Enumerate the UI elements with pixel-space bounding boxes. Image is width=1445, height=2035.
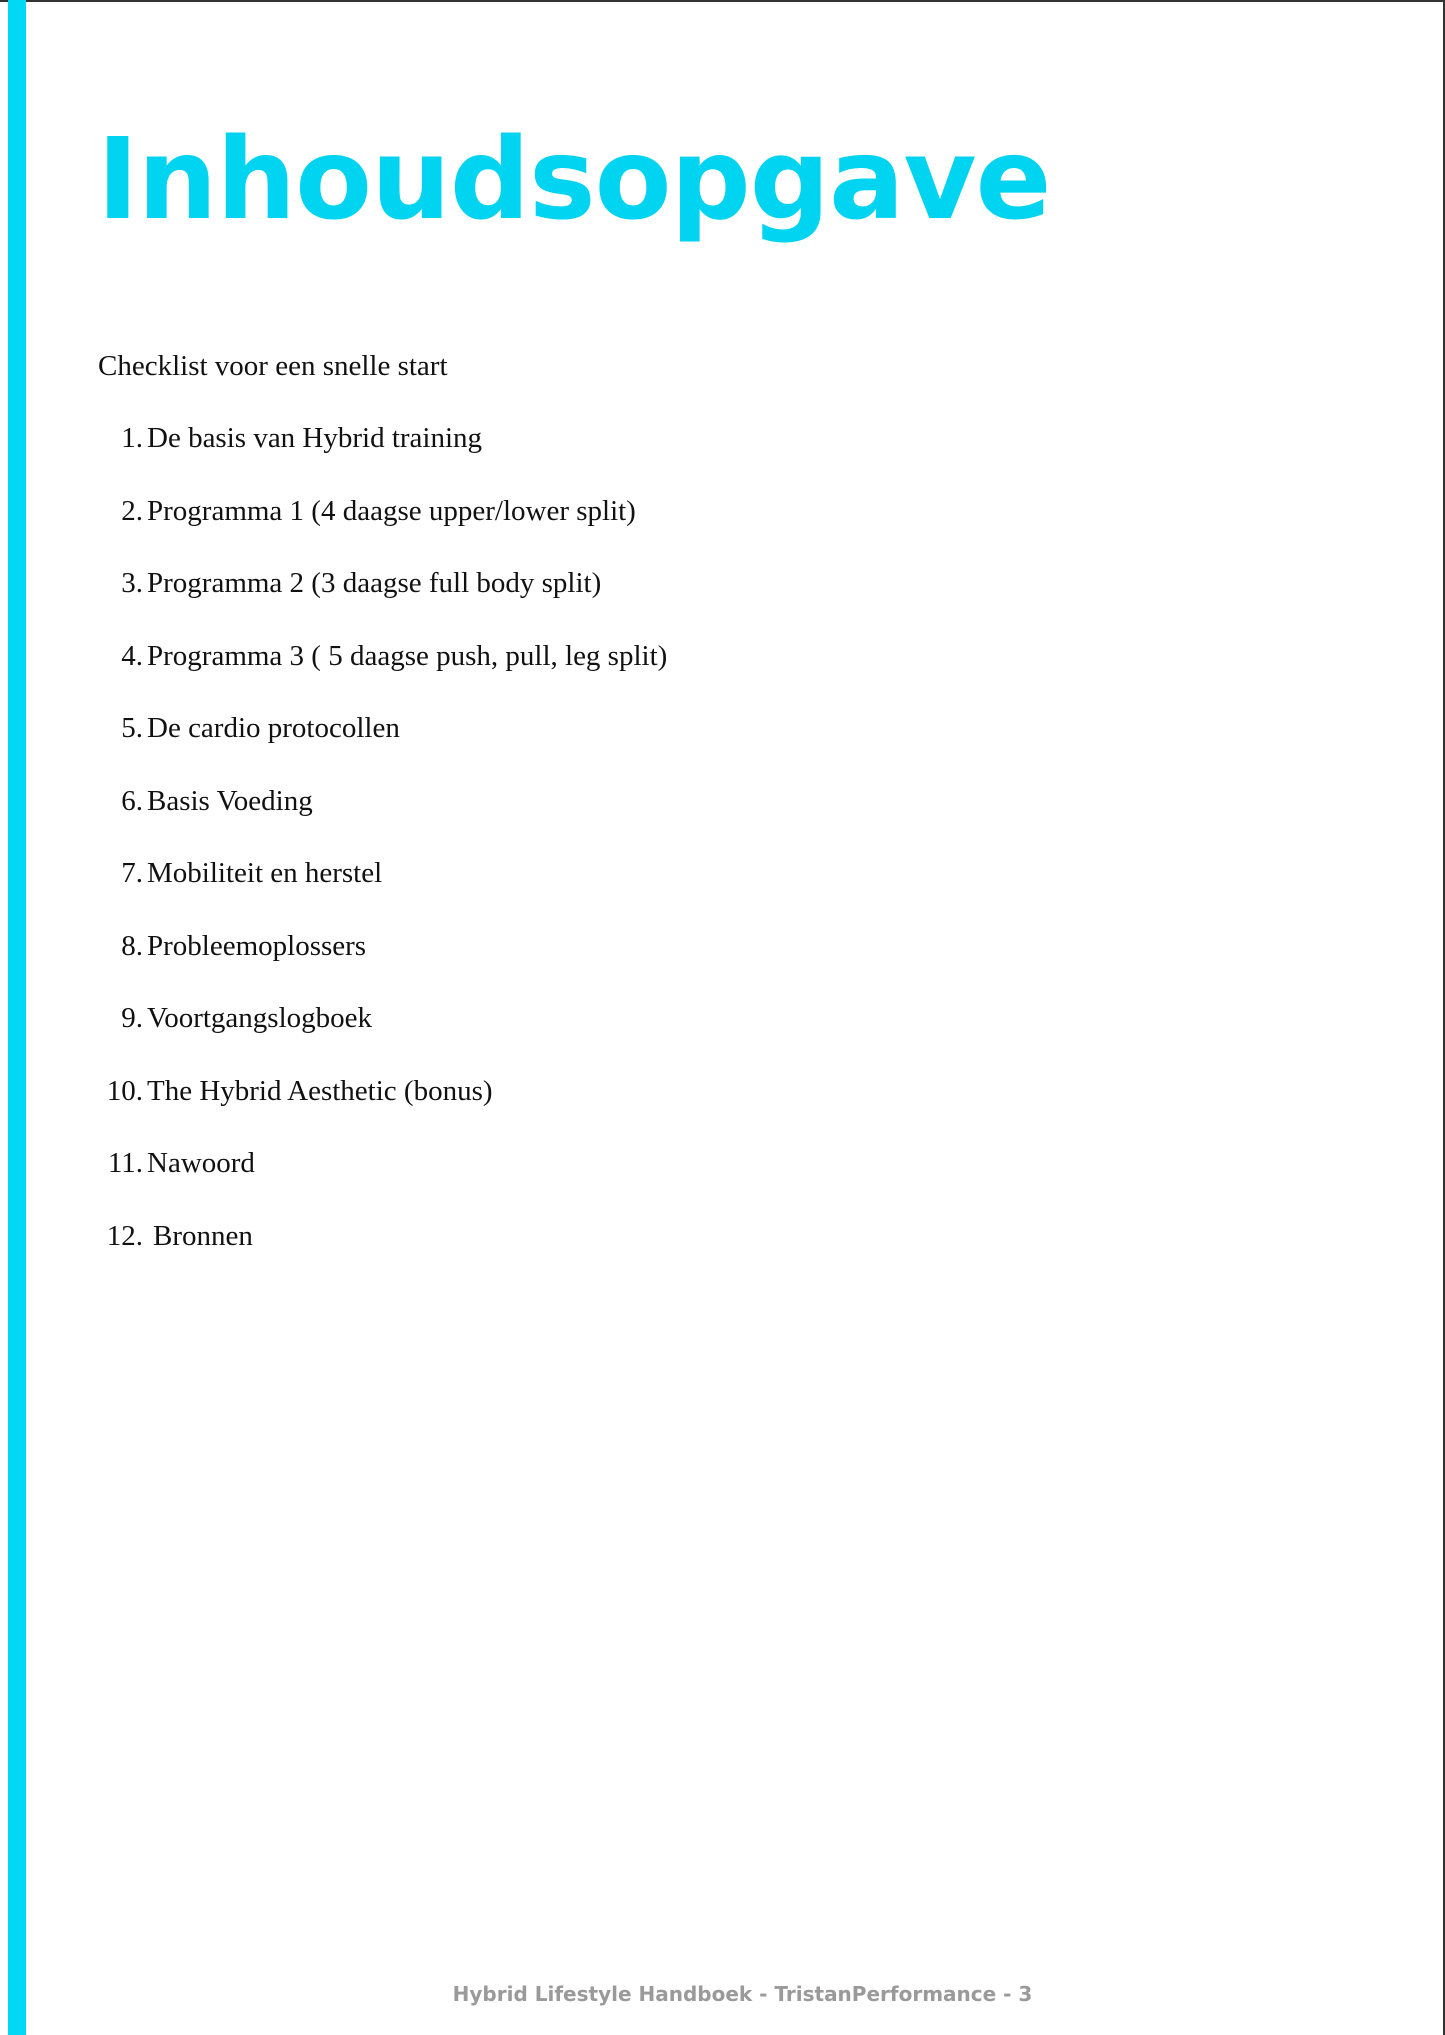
toc-item-label: Basis Voeding [147, 784, 313, 817]
toc-item-number: 6. [121, 784, 143, 817]
toc-item-number: 4. [121, 639, 143, 672]
toc-item-number: 9. [121, 1002, 143, 1034]
accent-bar [8, 0, 26, 2035]
toc-item-number: 10. [106, 1074, 143, 1107]
toc-item-label: Voortgangslogboek [147, 1002, 373, 1034]
toc-item-label: Programma 2 (3 daagse full body split) [147, 567, 602, 599]
page-footer: Hybrid Lifestyle Handboek - TristanPerformance - 3 [452, 1982, 1033, 2006]
toc-item-label: De cardio protocollen [147, 712, 400, 744]
toc-item-number: 8. [121, 929, 143, 962]
toc-item-label: Programma 1 (4 daagse upper/lower split) [147, 494, 636, 527]
toc-item-label: Probleemoplossers [147, 929, 367, 962]
toc-item-label: Programma 3 ( 5 daagse push, pull, leg split) [147, 639, 668, 672]
intro-line: Checklist voor een snelle start [98, 350, 448, 382]
toc-item-number: 5. [121, 712, 143, 744]
toc-item-number: 1. [121, 422, 143, 454]
toc-item-number: 3. [121, 567, 143, 599]
toc-item-number: 7. [121, 857, 143, 889]
toc-item-label: Nawoord [147, 1147, 255, 1179]
toc-item-label: The Hybrid Aesthetic (bonus) [147, 1074, 493, 1107]
toc-item-number: 12. [106, 1219, 143, 1252]
toc-item-label: Mobiliteit en herstel [147, 857, 383, 889]
toc-item-number: 11. [107, 1147, 143, 1179]
toc-item-label: De basis van Hybrid training [147, 422, 483, 454]
toc-item-label: Bronnen [153, 1219, 253, 1252]
toc-item-number: 2. [121, 494, 143, 527]
page-title: Inhoudsopgave [97, 115, 1051, 245]
